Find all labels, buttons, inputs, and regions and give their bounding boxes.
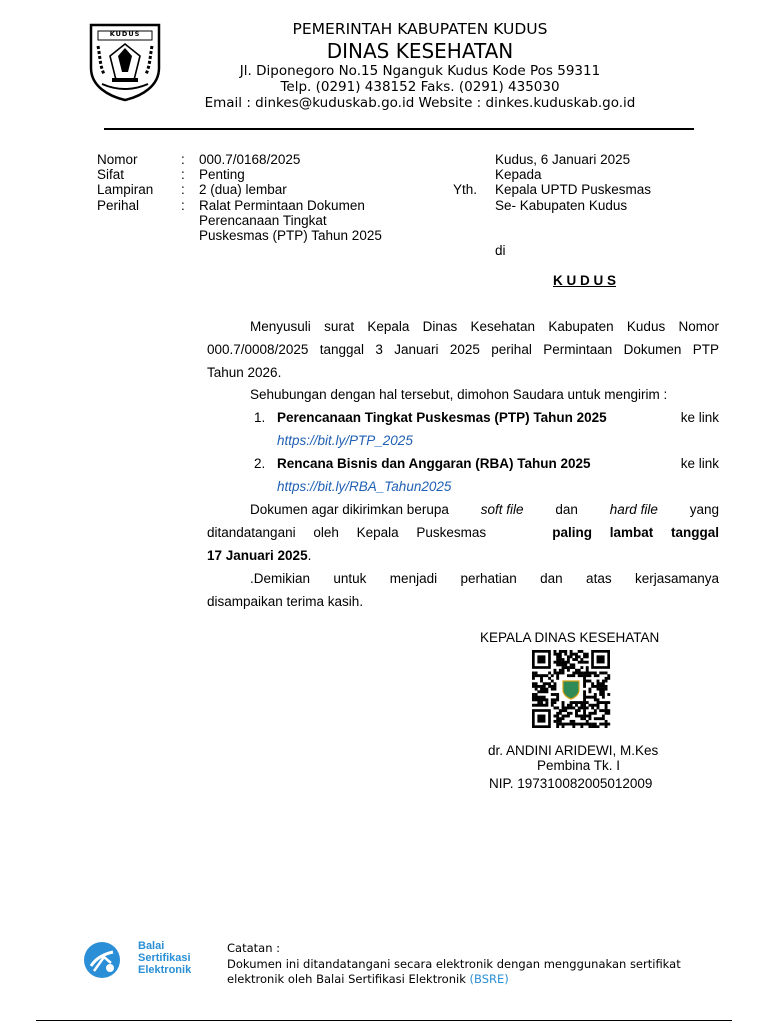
meta-number-value: 000.7/0168/2025 [199, 152, 301, 167]
footer-divider [36, 1020, 732, 1021]
meta-number-sep: : [181, 152, 185, 167]
meta-attachment-value: 2 (dua) lembar [199, 182, 287, 197]
bsre-text-3: Elektronik [138, 964, 192, 976]
footer-bsre-abbr: (BSRE) [469, 972, 509, 986]
meta-attachment-label: Lampiran [97, 182, 154, 197]
p1-line2: 000.7/0008/2025 tanggal 3 Januari 2025 perihal Permintaan Dokumen PTP [207, 342, 719, 357]
addressee-di: di [495, 243, 506, 258]
p1-line1: Menyusuli surat Kepala Dinas Kesehatan Kabupaten Kudus Nomor [250, 319, 719, 334]
item-2-line [277, 452, 719, 475]
bsre-text-1: Balai [138, 940, 165, 952]
p3-hard-file: hard file [609, 502, 658, 517]
signatory-nip: NIP. 197310082005012009 [489, 776, 653, 791]
letter-date: Kudus, 6 Januari 2025 [495, 152, 631, 167]
footer-note-line2 [227, 972, 509, 986]
item-1-line [277, 406, 719, 429]
signatory-name: dr. ANDINI ARIDEWI, M.Kes [488, 743, 659, 758]
body-p4-line1: .Demikian untuk menjadi perhatian dan atas kerjasamanya [250, 571, 719, 586]
qr-code-graphic [527, 650, 615, 728]
addressee-line1: Kepala UPTD Puskesmas [495, 182, 652, 197]
body-p4-line2: disampaikan terima kasih. [207, 594, 364, 609]
p3-text-a: Dokumen agar dikirimkan berupa [250, 502, 449, 517]
meta-nature-label: Sifat [97, 167, 125, 182]
regency-logo [88, 22, 162, 102]
body-p1 [207, 315, 719, 384]
p1-line3: Tahun 2026. [207, 365, 282, 380]
body-p3-line3 [207, 544, 311, 567]
office-name: DINAS KESEHATAN [326, 39, 514, 63]
bsre-emblem-icon [82, 940, 122, 980]
logo-text: KUDUS [109, 30, 141, 38]
footer-note-text: elektronik oleh Balai Sertifikasi Elektronik [227, 972, 466, 986]
signature-title: KEPALA DINAS KESEHATAN [480, 630, 660, 645]
p3-deadline-date: 17 Januari 2025 [207, 548, 308, 563]
item-1-number: 1. [254, 410, 266, 425]
item-2-suffix: ke link [680, 456, 719, 471]
addressee-line2: Se- Kabupaten Kudus [495, 198, 628, 213]
p3-deadline-label: paling lambat tanggal [552, 525, 719, 540]
p3-text-yang: yang [689, 502, 719, 517]
meta-subject-value-1: Ralat Permintaan Dokumen [199, 198, 365, 213]
addressee-city: K U D U S [553, 273, 617, 288]
office-phone: Telp. (0291) 438152 Faks. (0291) 435030 [280, 79, 560, 95]
bsre-logo [82, 938, 207, 982]
meta-subject-sep: : [181, 198, 185, 213]
p3-soft-file: soft file [480, 502, 524, 517]
item-1-title: Perencanaan Tingkat Puskesmas (PTP) Tahun 2025 [277, 410, 607, 425]
body-p3-line2 [207, 521, 719, 544]
p3-period: . [307, 548, 312, 563]
signature-qr-code [527, 650, 615, 728]
footer-note-title: Catatan : [227, 941, 281, 955]
gov-name: PEMERINTAH KABUPATEN KUDUS [292, 20, 548, 38]
meta-nature-value: Penting [199, 167, 245, 182]
meta-number-label: Nomor [97, 152, 138, 167]
item-2-title: Rencana Bisnis dan Anggaran (RBA) Tahun 2025 [277, 456, 591, 471]
item-1-link[interactable]: https://bit.ly/PTP_2025 [277, 433, 413, 448]
meta-subject-value-2: Perencanaan Tingkat [199, 213, 327, 228]
meta-subject-label: Perihal [97, 198, 140, 213]
bsre-text-2: Sertifikasi [138, 952, 191, 964]
addressee-yth: Yth. [453, 182, 478, 197]
item-2-number: 2. [254, 456, 266, 471]
body-p2: Sehubungan dengan hal tersebut, dimohon Saudara untuk mengirim : [250, 387, 668, 402]
body-p3-line1 [250, 498, 719, 521]
meta-subject-value-3: Puskesmas (PTP) Tahun 2025 [199, 228, 382, 243]
signatory-rank: Pembina Tk. I [537, 758, 621, 773]
meta-nature-sep: : [181, 167, 185, 182]
item-1-suffix: ke link [680, 410, 719, 425]
meta-attachment-sep: : [181, 182, 185, 197]
office-contact: Email : dinkes@kuduskab.go.id Website : dinkes.kuduskab.go.id [204, 95, 636, 111]
addressee-kepada: Kepada [495, 167, 542, 182]
qr-center-emblem [563, 681, 579, 699]
office-address: Jl. Diponegoro No.15 Nganguk Kudus Kode Pos 59311 [239, 63, 601, 79]
p3-text-dan: dan [555, 502, 578, 517]
item-2-link[interactable]: https://bit.ly/RBA_Tahun2025 [277, 479, 452, 494]
footer-note-line1: Dokumen ini ditandatangani secara elektronik dengan menggunakan sertifikat [227, 957, 681, 971]
header-divider [104, 128, 694, 130]
p3-signed-by: ditandatangani oleh Kepala Puskesmas [207, 525, 487, 540]
